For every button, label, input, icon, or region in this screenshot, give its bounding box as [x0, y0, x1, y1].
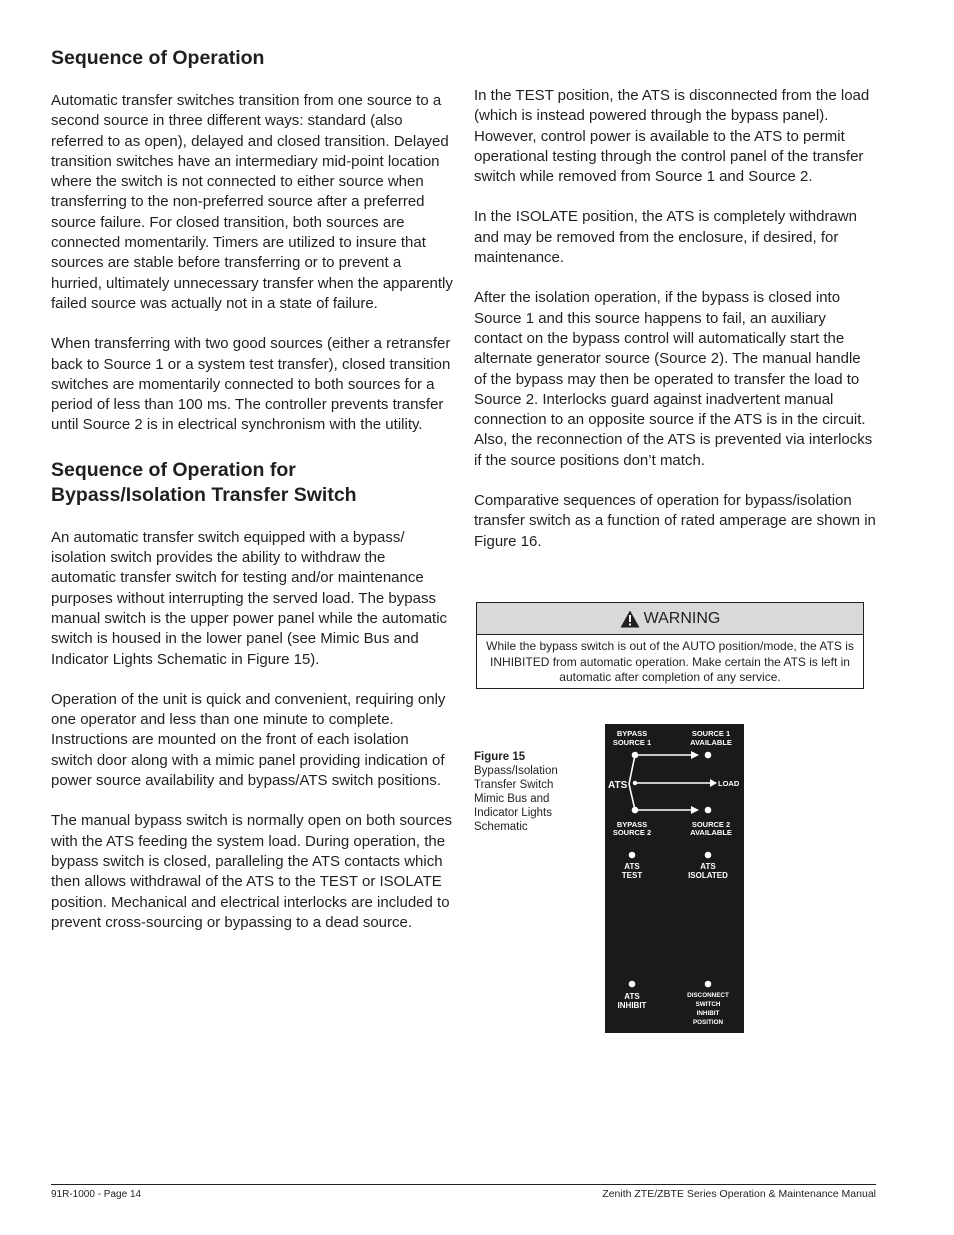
paragraph: The manual bypass switch is normally open on both sources with the ATS feeding the system load. During operation, the bypass switch is closed, paralleling the ATS contacts which then allows withdrawal of the ATS to the TEST or ISOLATE position. Mechanical and electrical interlocks are included to prevent cross-sourcing or bypassing to a dead source. [51, 812, 453, 931]
heading-sequence-of-operation: Sequence of Operation [51, 47, 265, 69]
warning-title: WARNING [643, 609, 721, 627]
caption-line: Schematic [474, 821, 528, 833]
paragraph: In the TEST position, the ATS is disconnected from the load (which is instead powered through the bypass panel). However, control power is available to the ATS to permit operational testing through the control panel of the transfer switch while removed from Source 1 and Source 2. [474, 87, 870, 186]
warning-triangle-icon [620, 610, 640, 628]
caption-line: Indicator Lights [474, 807, 552, 819]
paragraph: Automatic transfer switches transition from one source to a second source in three different ways: standard (also referred to as open), delayed and closed transition. Delayed transition switches have an intermediary mid-point location where the switch is not connected to either source when transferring to the non-preferred source after a preferred source failure. For closed transition, both sources are connected momentarily. Timers are utilized to insure that sources are stable before transferring or to prevent a hurried, ultimately unnecessary transfer when the apparently failed source was actually not in a state of failure. [51, 92, 453, 312]
switch-arm [629, 755, 635, 784]
label-bypass-source1: BYPASS [616, 729, 648, 738]
footer-manual-title: Zenith ZTE/ZBTE Series Operation & Maintenance Manual [602, 1188, 876, 1200]
paragraph: After the isolation operation, if the bypass is closed into Source 1 and this source happens to fail, an auxiliary contact on the bypass control will automatically start the alternate generator source (Source 2). The manual handle of the bypass may then be operated to transfer the load to Source 2. Interlocks guard against inadvertent manual connection to an opposite source if the ATS is in the circuit. Also, the reconnection of the ATS is prevented via interlocks if the source positions don’t match. [474, 289, 873, 469]
label-ats-isolated: ISOLATED [688, 871, 728, 880]
label-ats-test: ATS [624, 862, 640, 871]
disconnect-inhibit-light [705, 981, 712, 988]
figure-caption [474, 750, 584, 834]
mimic-bus-panel [605, 724, 744, 1033]
warning-box [476, 602, 864, 689]
label-ats-inhibit: INHIBIT [617, 1001, 647, 1010]
label-disconnect: SWITCH [695, 1001, 721, 1008]
label-load: LOAD [718, 779, 740, 788]
paragraph: In the ISOLATE position, the ATS is completely withdrawn and may be removed from the enclosure, if desired, for maintenance. [474, 208, 857, 267]
arrow-icon [710, 779, 717, 787]
heading-line: Bypass/Isolation Transfer Switch [51, 483, 357, 506]
left-column [51, 46, 453, 933]
arrow-icon [691, 751, 699, 759]
caption-line: Mimic Bus and [474, 793, 550, 805]
ats-isolated-light [705, 852, 712, 859]
label-bypass-source1: SOURCE 1 [612, 738, 652, 747]
heading-line: Sequence of Operation for [51, 458, 296, 481]
ats-test-light [629, 852, 636, 859]
label-disconnect: DISCONNECT [687, 992, 729, 999]
arrow-icon [691, 806, 699, 814]
label-bypass-source2: BYPASS [616, 820, 648, 829]
caption-line: Transfer Switch [474, 779, 554, 791]
footer-divider [51, 1184, 876, 1185]
ats-inhibit-light [629, 981, 636, 988]
footer-page-number: 91R-1000 - Page 14 [51, 1189, 142, 1200]
label-bypass-source2: SOURCE 2 [612, 828, 652, 837]
source2-available-light [705, 807, 712, 814]
label-source2-available: SOURCE 2 [691, 820, 731, 829]
paragraph: When transferring with two good sources (either a retransfer back to Source 1 or a system test transfer), closed transition switches are momentarily connected to both sources for a period of less than 100 ms. The controller prevents transfer until Source 2 is in electrical synchronism with the utility. [51, 335, 451, 434]
warning-text: While the bypass switch is out of the AUTO position/mode, the ATS is INHIBITED from automatic operation. Make certain the ATS is left in automatic after completion of any service. [486, 639, 854, 684]
source1-available-light [705, 752, 712, 759]
label-ats-isolated: ATS [700, 862, 716, 871]
label-disconnect: INHIBIT [696, 1010, 720, 1017]
right-column [474, 86, 876, 552]
figure-title: Figure 15 [474, 751, 526, 763]
paragraph: An automatic transfer switch equipped with a bypass/ isolation switch provides the ability to withdraw the automatic transfer switch for testing and/or maintenance purposes without interrupting the served load. The bypass manual switch is the upper power panel while the automatic switch is housed in the lower panel (see Mimic Bus and Indicator Lights Schematic in Figure 15). [51, 528, 448, 668]
label-ats: ATS [608, 780, 628, 791]
label-source2-available: AVAILABLE [690, 828, 732, 837]
label-disconnect: POSITION [692, 1019, 724, 1026]
caption-line: Bypass/Isolation [474, 765, 558, 777]
label-ats-test: TEST [621, 871, 643, 880]
mimic-bus-schematic [605, 724, 744, 1033]
heading-bypass-isolation [51, 458, 453, 508]
switch-arm [629, 784, 635, 810]
label-source1-available: AVAILABLE [690, 738, 732, 747]
label-ats-inhibit: ATS [624, 992, 640, 1001]
warning-header [477, 603, 863, 635]
label-source1-available: SOURCE 1 [691, 729, 731, 738]
paragraph: Operation of the unit is quick and convenient, requiring only one operator and less than one minute to complete. Instructions are mounted on the front of each isolation switch door along with a mimic panel providing indication of power source availability and bypass/ATS switch positions. [51, 690, 446, 790]
paragraph: Comparative sequences of operation for bypass/isolation transfer switch as a function of rated amperage are shown in Figure 16. [474, 492, 876, 550]
